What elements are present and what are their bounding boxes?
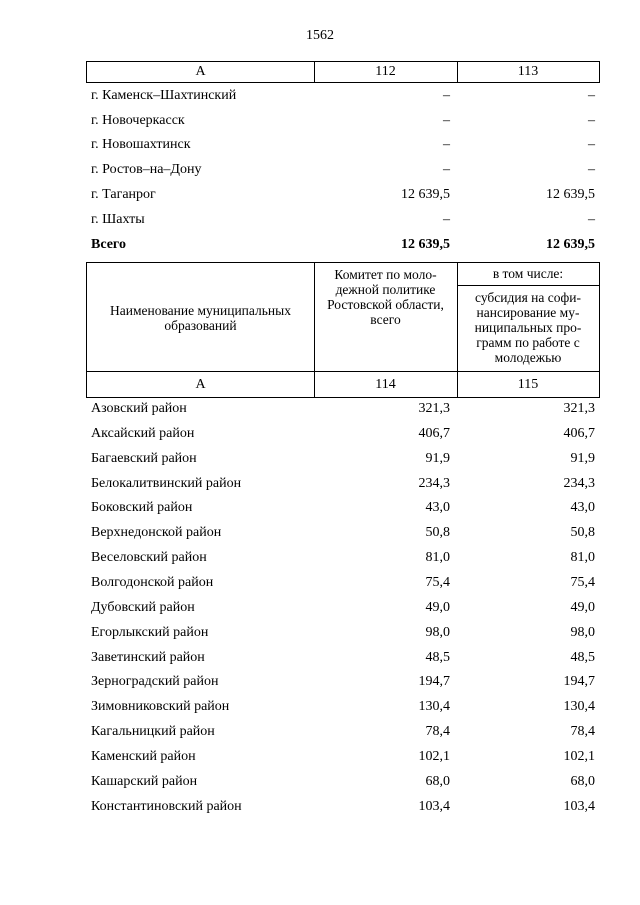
table1-header-col-112: 112	[375, 64, 396, 79]
table2-row-v1: 98,0	[425, 624, 450, 640]
table2-col-name-header: Наименование муниципальных образований	[110, 303, 291, 333]
table2-row-v2: 43,0	[570, 500, 595, 516]
table2-row-label: Багаевский район	[91, 450, 197, 466]
table2-num-114: 114	[375, 377, 396, 392]
table1-row-v2: –	[588, 88, 595, 103]
table2-row	[86, 424, 600, 444]
page-number: 1562	[306, 28, 334, 43]
table2-row-v2: 68,0	[570, 773, 595, 789]
table2-row-v1: 68,0	[425, 773, 450, 789]
table2-row	[86, 399, 600, 419]
table1-row	[86, 86, 600, 106]
table2-row-v2: 194,7	[563, 674, 595, 690]
table2-row-v2: 98,0	[570, 624, 595, 640]
table1-row-label: г. Ростов–на–Дону	[91, 162, 202, 178]
table1-row-v1: 12 639,5	[401, 186, 450, 202]
table2-row	[86, 449, 600, 469]
table2-row-v1: 78,4	[425, 724, 450, 740]
table2-row	[86, 747, 600, 767]
table2-row-v2: 103,4	[563, 798, 595, 814]
table2-row-label: Каменский район	[91, 748, 196, 764]
table2-row-label: Дубовский район	[91, 599, 195, 615]
table2-row-v1: 194,7	[418, 674, 450, 690]
table2-row	[86, 523, 600, 543]
table1-row-label: г. Таганрог	[91, 186, 156, 202]
table2-row-v2: 78,4	[570, 724, 595, 740]
table1-row-v2: –	[588, 162, 595, 178]
table2-row-v2: 91,9	[570, 450, 595, 466]
table1-row-v1: –	[443, 88, 450, 103]
table1-total-row-v1: 12 639,5	[401, 236, 450, 252]
table2-row	[86, 474, 600, 494]
table2-row-v2: 130,4	[563, 699, 595, 715]
table2-row-v1: 81,0	[425, 550, 450, 566]
table1-header	[86, 61, 600, 83]
table1-row-v1: –	[443, 162, 450, 178]
table1-row-v1: –	[443, 211, 450, 227]
table2-row-label: Кашарский район	[91, 773, 198, 789]
table1-total-row-v2: 12 639,5	[546, 236, 595, 252]
table2-row-v1: 321,3	[418, 401, 450, 416]
table2-row-v1: 49,0	[425, 599, 450, 615]
table2-row-label: Аксайский район	[91, 425, 195, 441]
table2-row-label: Егорлыкский район	[91, 624, 209, 640]
table2-row	[86, 697, 600, 717]
table2-row-label: Веселовский район	[91, 550, 207, 566]
table1-row-v2: 12 639,5	[546, 186, 595, 202]
table2-row-label: Зерноградский район	[91, 674, 219, 690]
table2-row-v1: 43,0	[425, 500, 450, 516]
table1-row-v2: –	[588, 112, 595, 128]
table2-row-v1: 130,4	[418, 699, 450, 715]
table2-num-a: А	[195, 377, 206, 392]
table2-row	[86, 722, 600, 742]
table2-row	[86, 672, 600, 692]
table2-row-v2: 49,0	[570, 599, 595, 615]
table2-row-label: Константиновский район	[91, 798, 242, 814]
table1-total-row	[86, 235, 600, 255]
table1-row	[86, 160, 600, 180]
table2-col-total-header: Комитет по моло-дежной политике Ростовской области, всего	[327, 267, 444, 327]
table2-row-v2: 50,8	[570, 525, 595, 541]
table2-row-label: Волгодонской район	[91, 574, 214, 590]
table1-header-col-a: А	[195, 64, 206, 79]
table2-row-v2: 48,5	[570, 649, 595, 665]
table1-row-v2: –	[588, 211, 595, 227]
table2-row-label: Заветинский район	[91, 649, 205, 665]
table2-row	[86, 573, 600, 593]
table2-row	[86, 623, 600, 643]
table2-row-label: Боковский район	[91, 500, 193, 516]
table2-row	[86, 548, 600, 568]
table2-row-label: Азовский район	[91, 401, 187, 416]
table1-row	[86, 185, 600, 205]
table1-row-v1: –	[443, 137, 450, 153]
table2-row-v2: 234,3	[563, 475, 595, 491]
table2-col-incl-header: в том числе:	[492, 266, 564, 281]
table2-row-v1: 75,4	[425, 574, 450, 590]
table2-row-v2: 321,3	[563, 401, 595, 416]
table1-row-label: г. Каменск–Шахтинский	[91, 88, 237, 103]
table2-row-v1: 50,8	[425, 525, 450, 541]
table2-num-115: 115	[517, 377, 539, 392]
table2-row-v2: 102,1	[563, 748, 595, 764]
table1-row-label: г. Шахты	[91, 211, 145, 227]
table2-row	[86, 498, 600, 518]
table2-row-label: Кагальницкий район	[91, 724, 215, 740]
table2-row-v1: 91,9	[425, 450, 450, 466]
table2-row-v1: 103,4	[418, 798, 450, 814]
table2-row-v1: 48,5	[425, 649, 450, 665]
table1-row-label: г. Новочеркасск	[91, 112, 185, 128]
table1-row-v2: –	[588, 137, 595, 153]
table1-row	[86, 135, 600, 155]
table2-row-label: Белокалитвинский район	[91, 475, 242, 491]
table2-row	[86, 598, 600, 618]
table2-row-v1: 102,1	[418, 748, 450, 764]
table2-row	[86, 648, 600, 668]
table2-row-label: Верхнедонской район	[91, 525, 222, 541]
table1-row	[86, 111, 600, 131]
table2-col-sub-header: субсидия на софи-нансирование му-ниципальных про-грамм по работе с молодежью	[474, 290, 582, 365]
table2-row	[86, 772, 600, 792]
table2-header	[86, 262, 600, 398]
table2-row-v2: 406,7	[563, 425, 595, 441]
table2-row-v2: 75,4	[570, 574, 595, 590]
table1-row-v1: –	[443, 112, 450, 128]
table2-row-label: Зимовниковский район	[91, 699, 230, 715]
table1-total-row-label: Всего	[91, 236, 126, 252]
table2-row	[86, 797, 600, 817]
table1-row-label: г. Новошахтинск	[91, 137, 191, 153]
table1-header-col-113: 113	[517, 64, 539, 79]
table2-row-v1: 234,3	[418, 475, 450, 491]
table2-row-v1: 406,7	[418, 425, 450, 441]
table1-row	[86, 210, 600, 230]
table2-row-v2: 81,0	[570, 550, 595, 566]
